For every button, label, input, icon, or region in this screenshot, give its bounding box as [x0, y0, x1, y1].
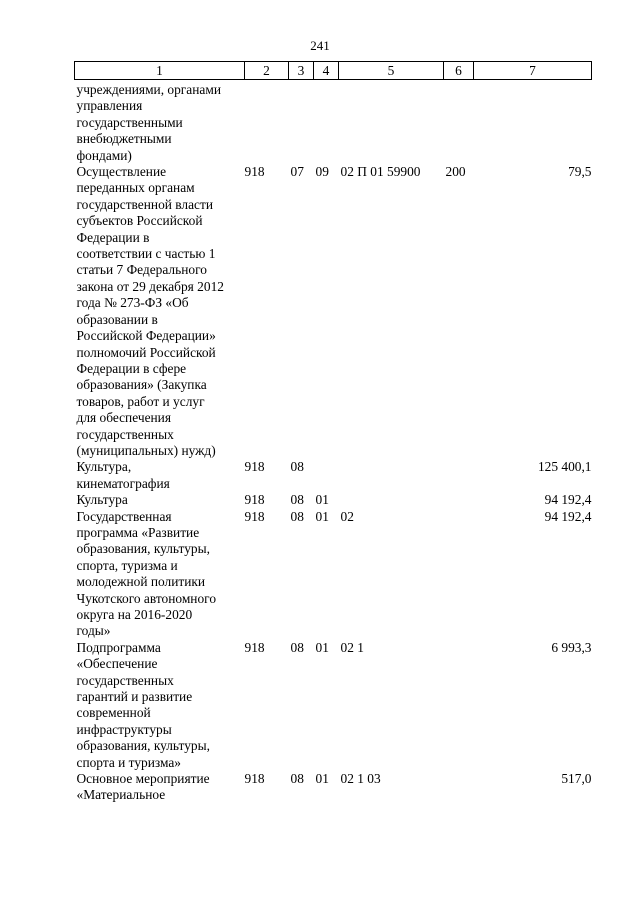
header-cell: 5: [339, 62, 444, 80]
section-code: 08: [290, 508, 304, 524]
header-row: [75, 62, 592, 80]
target-code: 02: [340, 508, 354, 524]
table-row: [75, 492, 592, 508]
target-code: [339, 459, 444, 492]
header-cell: 1: [75, 62, 245, 80]
header-cell: 4: [314, 62, 339, 80]
header-cell: 7: [474, 62, 592, 80]
table-row: [75, 771, 592, 804]
budget-table: [74, 61, 592, 804]
row-name: Государственная программа «Развитие образования, культуры, спорта, туризма и молодежной политики Чукотского автономного округа на 2016-2020 годы»: [76, 508, 217, 639]
row-name: Культура, кинематография: [76, 459, 170, 491]
ministry-code: 918: [244, 639, 265, 655]
target-code: [339, 492, 444, 508]
amount: 517,0: [561, 771, 592, 787]
expense-type-code: [444, 771, 474, 804]
section-code: [289, 80, 314, 165]
table-row: [75, 459, 592, 492]
row-name: учреждениями, органами управления государственными внебюджетными фондами): [76, 82, 221, 163]
subsection-code: 01: [315, 508, 329, 524]
row-name: Основное мероприятие «Материальное: [76, 771, 210, 803]
ministry-code: 918: [244, 508, 265, 524]
subsection-code: [314, 459, 339, 492]
ministry-code: 918: [244, 771, 265, 787]
amount: 125 400,1: [537, 459, 592, 475]
row-name: Подпрограмма «Обеспечение государственных гарантий и развитие современной инфраструктуры образования, культуры, спорта и туризма»: [76, 639, 210, 770]
ministry-code: [245, 80, 289, 165]
section-code: 08: [290, 492, 304, 508]
table-row: [75, 509, 592, 640]
amount: 94 192,4: [544, 492, 592, 508]
amount: 79,5: [568, 164, 592, 180]
table-row: [75, 164, 592, 459]
ministry-code: 918: [244, 164, 265, 180]
expense-type-code: [444, 80, 474, 165]
expense-type-code: [444, 492, 474, 508]
section-code: 08: [290, 639, 304, 655]
subsection-code: 01: [315, 771, 329, 787]
table-row: [75, 640, 592, 771]
expense-type-code: 200: [445, 164, 466, 180]
target-code: 02 П 01 59900: [340, 164, 421, 180]
amount: 6 993,3: [551, 639, 592, 655]
subsection-code: [314, 80, 339, 165]
expense-type-code: [444, 459, 474, 492]
target-code: [339, 80, 444, 165]
amount: [474, 80, 592, 165]
expense-type-code: [444, 509, 474, 640]
table-row: [75, 80, 592, 165]
expense-type-code: [444, 640, 474, 771]
row-name: Осуществление переданных органам государственной власти субъектов Российской Федерации в соответствии с частью 1 статьи 7 Федерального закона от 29 декабря 2012 года № 273-ФЗ «Об образовании в Российской Федерации» полномочий Российской Федерации в сфере образования» (Закупка товаров, работ и услуг для обеспечения государственных (муниципальных) нужд): [76, 164, 224, 458]
section-code: 08: [290, 459, 304, 475]
target-code: 02 1 03: [340, 771, 381, 787]
target-code: 02 1: [340, 639, 364, 655]
ministry-code: 918: [244, 492, 265, 508]
header-cell: 3: [289, 62, 314, 80]
row-name: Культура: [76, 492, 128, 508]
ministry-code: 918: [244, 459, 265, 475]
section-code: 08: [290, 771, 304, 787]
header-cell: 6: [444, 62, 474, 80]
amount: 94 192,4: [544, 508, 592, 524]
page-number: 241: [310, 38, 330, 53]
subsection-code: 01: [315, 639, 329, 655]
section-code: 07: [290, 164, 304, 180]
subsection-code: 09: [315, 164, 329, 180]
subsection-code: 01: [315, 492, 329, 508]
header-cell: 2: [245, 62, 289, 80]
